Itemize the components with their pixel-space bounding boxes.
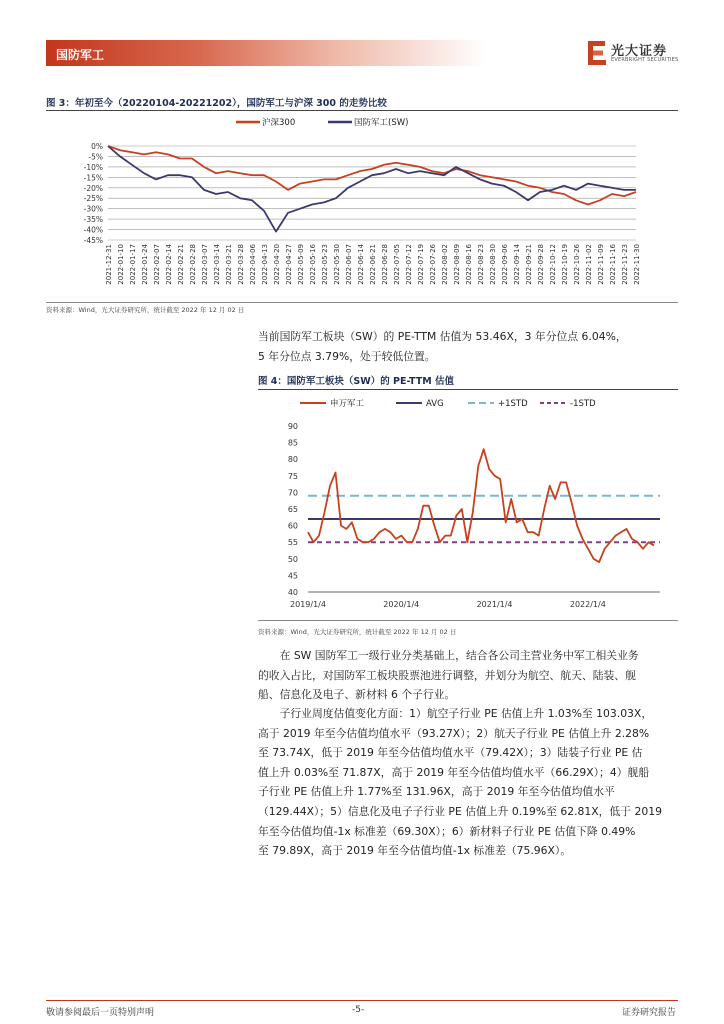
x-tick-label: 2022-11-09 <box>597 244 605 285</box>
x-tick-label: 2022-01-17 <box>129 244 137 285</box>
x-tick-label: 2022-07-19 <box>417 244 425 285</box>
x-tick-label: 2022-07-12 <box>405 244 413 285</box>
x-tick-label: 2022-05-23 <box>321 244 329 285</box>
para-line: 5 年分位点 3.79%，处于较低位置。 <box>258 349 436 363</box>
para-line: 年至今估值均值-1x 标准差（69.30X）；6）新材料子行业 PE 估值下降 0.49% <box>258 824 636 838</box>
y-tick-label: -15% <box>83 173 103 183</box>
x-tick-label: 2022-05-16 <box>309 244 317 285</box>
y-tick-label: -35% <box>83 215 103 225</box>
brand-logo-icon <box>586 40 608 66</box>
y-tick-label: 0% <box>91 142 103 151</box>
para-line: 船、信息化及电子、新材料 6 个子行业。 <box>258 688 456 702</box>
valuation-paragraph <box>258 327 678 366</box>
figure4-bottom-rule <box>258 620 678 621</box>
y-tick-label: -30% <box>83 204 103 214</box>
y-tick-label: -25% <box>83 194 103 204</box>
y-tick-label: -10% <box>83 162 103 172</box>
legend-label: 申万军工 <box>330 399 365 409</box>
para-line: 的收入占比，对国防军工板块股票池进行调整，并划分为航空、航天、陆装、舰 <box>258 668 636 682</box>
y-tick-label: 55 <box>287 538 298 548</box>
y-tick-label: 90 <box>287 422 298 431</box>
figure4-chart <box>258 391 678 618</box>
x-tick-label: 2022-03-07 <box>201 244 209 285</box>
x-tick-label: 2022-04-13 <box>261 244 269 285</box>
series-line <box>308 449 654 562</box>
x-tick-label: 2022-09-06 <box>501 244 509 285</box>
figure4-title: 图 4：国防军工板块（SW）的 PE-TTM 估值 <box>258 376 454 387</box>
x-tick-label: 2021-12-31 <box>105 244 113 285</box>
x-tick-label: 2020/1/4 <box>383 600 420 609</box>
legend-label: 国防军工(SW) <box>354 118 409 128</box>
x-tick-label: 2022-02-07 <box>153 244 161 285</box>
footer-report-type: 证券研究报告 <box>622 1008 677 1018</box>
footer-rule <box>46 1000 678 1001</box>
y-tick-label: 40 <box>287 588 298 597</box>
y-tick-label: -5% <box>88 152 103 162</box>
x-tick-label: 2022-01-10 <box>117 244 125 285</box>
header-banner <box>46 40 486 66</box>
y-tick-label: 60 <box>287 521 298 531</box>
x-tick-label: 2022-05-30 <box>333 244 341 285</box>
x-tick-label: 2022/1/4 <box>569 600 606 609</box>
legend-label: 沪深300 <box>262 118 296 128</box>
x-tick-label: 2022-11-23 <box>621 244 629 285</box>
x-tick-label: 2022-03-21 <box>225 244 233 285</box>
figure3-bottom-rule <box>46 302 678 303</box>
figure3-chart <box>46 112 678 302</box>
y-tick-label: 65 <box>287 505 298 514</box>
x-tick-label: 2022-06-21 <box>369 244 377 285</box>
para-line: 高于 2019 年至今估值均值水平（93.27X）；2）航天子行业 PE 估值上升 2.28% <box>258 726 650 740</box>
para-line: 子行业周度估值变化方面：1）航空子行业 PE 估值上升 1.03%至 103.03X， <box>279 707 653 720</box>
x-tick-label: 2022-06-28 <box>381 244 389 285</box>
x-tick-label: 2022-07-05 <box>393 244 401 285</box>
para-line: 子行业 PE 估值上升 1.77%至 131.96X，高于 2019 年至今估值均值水平 <box>258 785 615 799</box>
legend-label: +1STD <box>498 399 528 409</box>
figure3-source: 资料来源：Wind，光大证券研究所，统计截至 2022 年 12 月 02 日 <box>46 306 245 314</box>
x-tick-label: 2022-03-28 <box>237 244 245 285</box>
para-line: 至 79.89X，高于 2019 年至今估值均值-1x 标准差（75.96X）。 <box>258 844 572 858</box>
figure4-top-rule <box>258 389 678 390</box>
x-tick-label: 2022-08-23 <box>477 244 485 285</box>
x-tick-label: 2022-11-30 <box>633 244 641 285</box>
x-tick-label: 2022-09-14 <box>513 244 521 285</box>
x-tick-label: 2022-07-26 <box>429 244 437 285</box>
brand-name: 光大证券 <box>611 44 668 59</box>
y-tick-label: 45 <box>287 571 298 581</box>
figure4-source: 资料来源：Wind，光大证券研究所，统计截至 2022 年 12 月 02 日 <box>258 628 457 636</box>
x-tick-label: 2022-08-16 <box>465 244 473 285</box>
section-title: 国防军工 <box>56 48 105 62</box>
subsector-paragraph <box>258 646 678 705</box>
x-tick-label: 2022-03-14 <box>213 244 221 285</box>
figure3-title: 图 3：年初至今（20220104-20221202），国防军工与沪深 300 的走势比较 <box>46 98 387 109</box>
para-line: 至 73.74X，低于 2019 年至今估值均值水平（79.42X）；3）陆装子行业 PE 估 <box>258 746 643 760</box>
x-tick-label: 2022-11-16 <box>609 244 617 285</box>
x-tick-label: 2022-11-02 <box>585 244 593 285</box>
para-line: 在 SW 国防军工一级行业分类基础上，结合各公司主营业务中军工相关业务 <box>279 649 639 662</box>
x-tick-label: 2022-09-28 <box>537 244 545 285</box>
weekly-valuation-paragraph <box>258 704 678 861</box>
para-line: （129.44X）；5）信息化及电子子行业 PE 估值上升 0.19%至 62.81X，低于 2019 <box>258 804 662 818</box>
x-tick-label: 2021/1/4 <box>476 600 513 609</box>
y-tick-label: -40% <box>83 225 103 235</box>
x-tick-label: 2022-08-30 <box>489 244 497 285</box>
x-tick-label: 2022-10-12 <box>549 244 557 285</box>
y-tick-label: -20% <box>83 183 103 193</box>
y-tick-label: 85 <box>287 438 298 448</box>
y-tick-label: 70 <box>287 488 298 498</box>
x-tick-label: 2022-02-21 <box>177 244 185 285</box>
x-tick-label: 2022-10-19 <box>561 244 569 285</box>
x-tick-label: 2022-06-14 <box>357 244 365 285</box>
x-tick-label: 2022-02-28 <box>189 244 197 285</box>
brand-name-en: EVERBRIGHT SECURITIES <box>611 57 679 63</box>
x-tick-label: 2022-04-06 <box>249 244 257 285</box>
legend-label: AVG <box>426 399 444 409</box>
figure3-top-rule <box>46 110 678 111</box>
footer-disclaimer: 敬请参阅最后一页特别声明 <box>46 1008 155 1018</box>
page-number: -5- <box>352 1005 365 1015</box>
para-line: 当前国防军工板块（SW）的 PE-TTM 估值为 53.46X，3 年分位点 6.04%， <box>258 330 627 343</box>
y-tick-label: 80 <box>287 455 298 465</box>
y-tick-label: -45% <box>83 236 103 245</box>
x-tick-label: 2022-04-20 <box>273 244 281 285</box>
x-tick-label: 2022-06-07 <box>345 244 353 285</box>
x-tick-label: 2022-08-09 <box>453 244 461 285</box>
y-tick-label: 75 <box>287 471 298 481</box>
x-tick-label: 2022-04-27 <box>285 244 293 285</box>
legend-label: -1STD <box>570 399 596 409</box>
x-tick-label: 2022-10-26 <box>573 244 581 285</box>
para-line: 值上升 0.03%至 71.87X，高于 2019 年至今估值均值水平（66.29X）；4）舰船 <box>258 765 650 779</box>
x-tick-label: 2019/1/4 <box>290 600 326 609</box>
x-tick-label: 2022-09-21 <box>525 244 533 285</box>
x-tick-label: 2022-02-14 <box>165 244 173 285</box>
x-tick-label: 2022-08-02 <box>441 244 449 285</box>
y-tick-label: 50 <box>287 554 298 564</box>
x-tick-label: 2022-01-24 <box>141 244 149 285</box>
x-tick-label: 2022-05-09 <box>297 244 305 285</box>
